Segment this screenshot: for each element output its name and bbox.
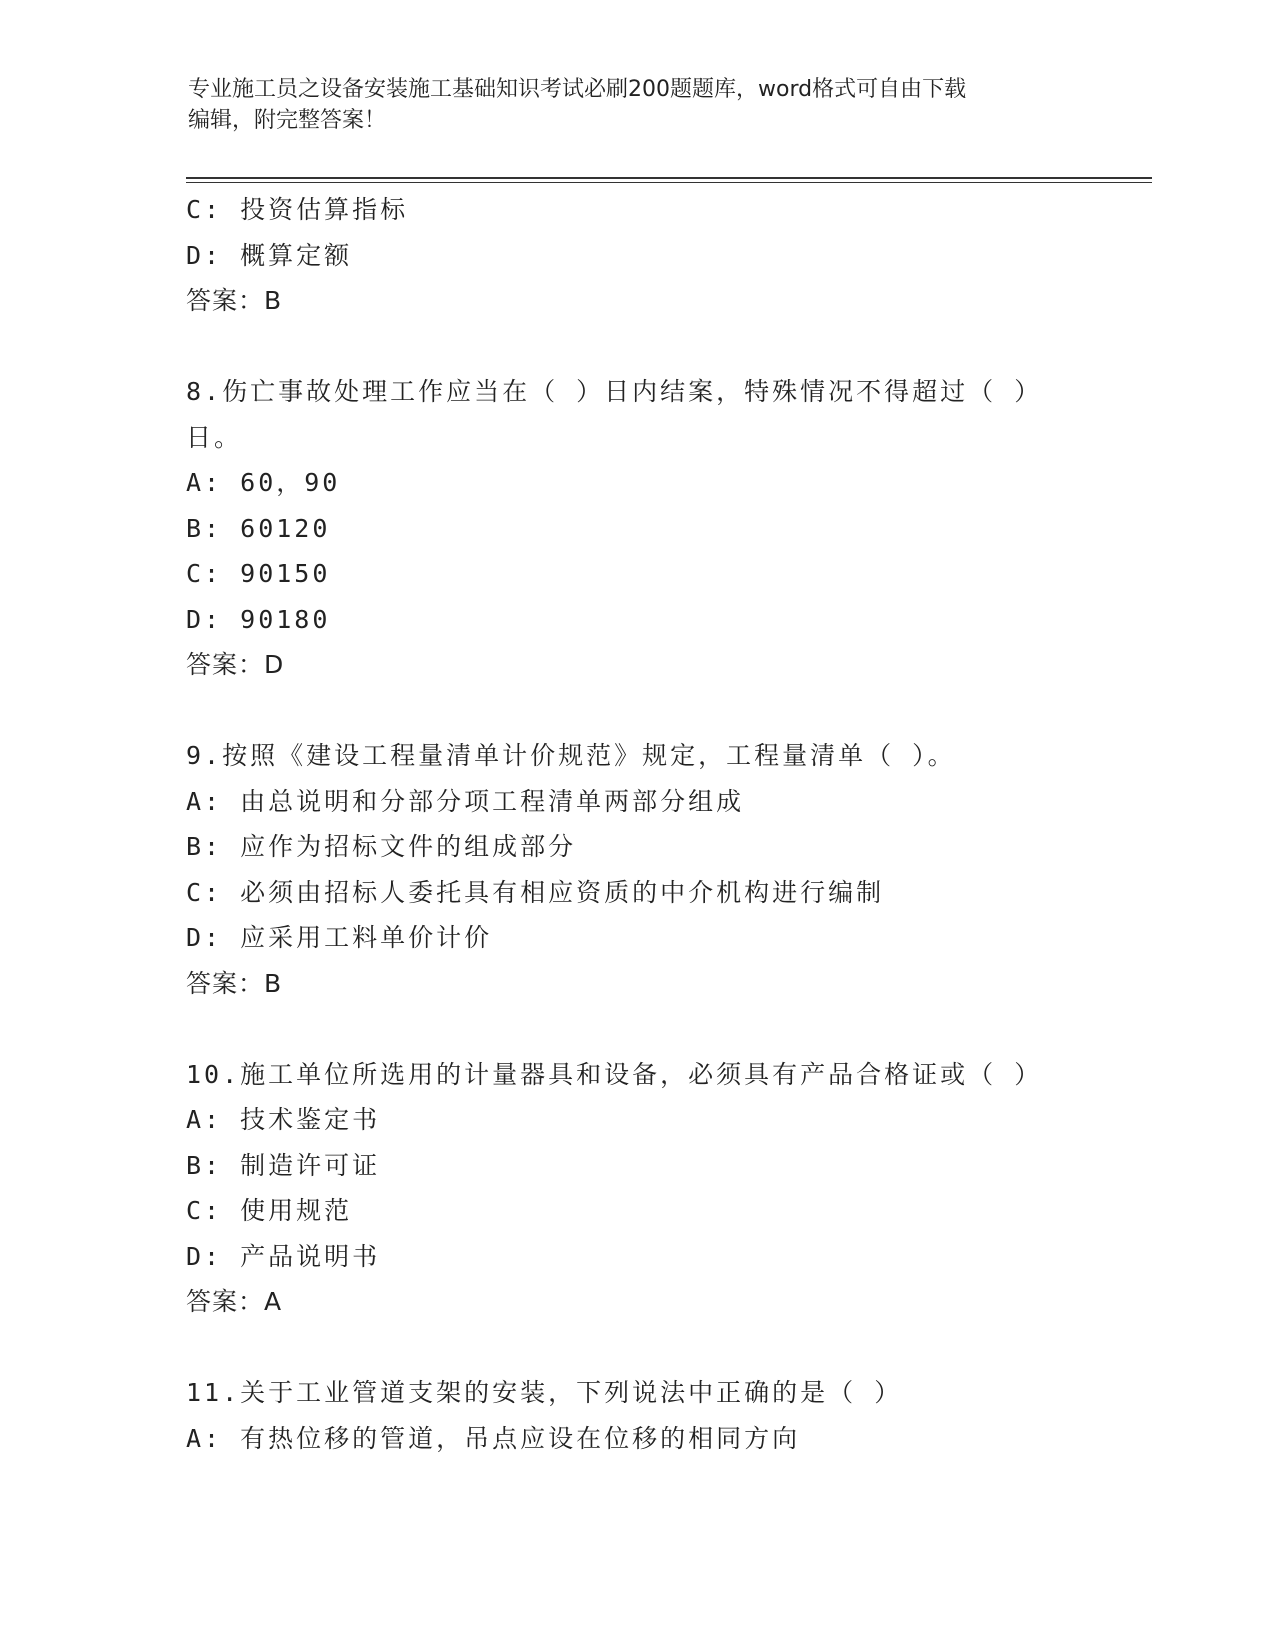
option-line: B: 制造许可证 <box>186 1150 381 1180</box>
option-line: D: 应采用工料单价计价 <box>186 923 493 952</box>
answer-line: 答案：B <box>186 286 283 315</box>
option-line: B: 60120 <box>186 513 331 543</box>
question-stem: 10.施工单位所选用的计量器具和设备，必须具有产品合格证或（ ） <box>186 1059 1043 1089</box>
option-line: C: 使用规范 <box>186 1196 353 1225</box>
answer-line: 答案：A <box>186 1287 283 1316</box>
option-line: C: 90150 <box>186 559 331 588</box>
header-divider-thin <box>186 182 1152 183</box>
option-line: D: 90180 <box>186 604 331 634</box>
question-stem-continued: 日。 <box>186 422 243 452</box>
option-line: D: 产品说明书 <box>186 1241 381 1271</box>
option-line: D: 概算定额 <box>186 240 353 270</box>
header-title-line-2: 编辑，附完整答案！ <box>188 108 387 133</box>
question-list <box>186 187 1146 1461</box>
question-stem: 8.伤亡事故处理工作应当在（ ）日内结案，特殊情况不得超过（ ） <box>186 377 1043 406</box>
header-title-line-1: 专业施工员之设备安装施工基础知识考试必刷200题题库，word格式可自由下载 <box>188 77 967 102</box>
question-stem: 9.按照《建设工程量清单计价规范》规定，工程量清单（ ）。 <box>186 741 956 770</box>
option-line: A: 60，90 <box>186 468 341 497</box>
document-header <box>188 74 1088 136</box>
option-line: C: 必须由招标人委托具有相应资质的中介机构进行编制 <box>186 877 885 907</box>
option-line: A: 由总说明和分部分项工程清单两部分组成 <box>186 786 745 816</box>
option-line: B: 应作为招标文件的组成部分 <box>186 832 577 861</box>
header-divider-thick <box>186 177 1152 179</box>
question-stem: 11.关于工业管道支架的安装，下列说法中正确的是（ ） <box>186 1378 903 1407</box>
option-line: C: 投资估算指标 <box>186 195 409 224</box>
answer-line: 答案：B <box>186 968 283 998</box>
answer-line: 答案：D <box>186 650 285 679</box>
option-line: A: 有热位移的管道，吊点应设在位移的相同方向 <box>186 1423 801 1453</box>
option-line: A: 技术鉴定书 <box>186 1105 381 1134</box>
